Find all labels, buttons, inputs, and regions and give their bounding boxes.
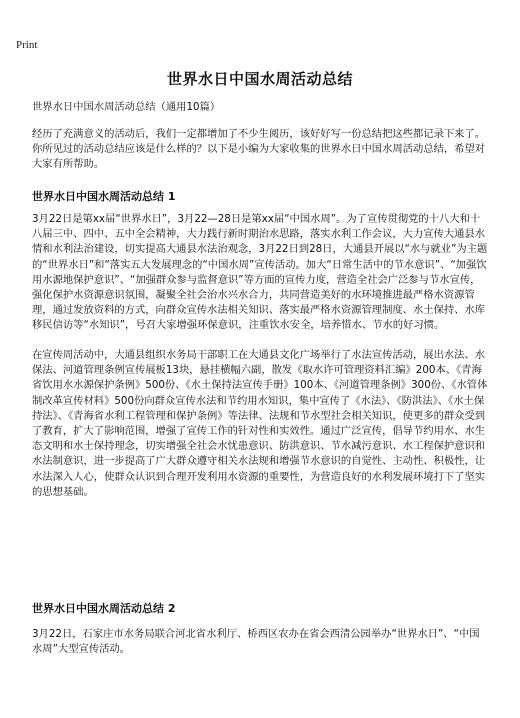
section-2-paragraph-1: 3月22日，石家庄市水务局联合河北省水利厅、桥西区农办在省会西清公园举办“世界水日”、“中国水周”大型宣传活动。 — [32, 628, 480, 656]
document-subtitle: 世界水日中国水周活动总结（通用10篇） — [32, 101, 221, 113]
page-title: 世界水日中国水周活动总结 — [166, 70, 353, 88]
section-heading-1: 世界水日中国水周活动总结 1 — [32, 190, 176, 203]
section-1-paragraph-1: 3月22日是第xx届“世界水日”，3月22—28日是第xx届“中国水周”。为了宣传贯彻党的十八大和十八届三中、四中、五中全会精神，大力践行新时期治水思路，落实水利工作会议，大力宣传大通县水情和水利法治建设，切实提高大通县水法治观念，3月22日到28日，大通县开展以“水与就业”为主题的“世界水日”和“落实五大发展理念的“中国水周”宣传活动。加大“日常生活中的节水意识”、“加强饮用水源地保护意识”、“加强群众参与监督意识”等方面的宣传力度，营造全社会广泛参与节水宣传，强化保护水资源意识氛围，凝聚全社会治水兴水合力，共同营造美好的水环境推进最严格水资源管理，通过发放资料的方式，向群众宣传水法相关知识、落实最严格水资源管理制度、水土保持、水库移民信访等“水知识”，号召大家增强环保意识，注重饮水安全，培养惜水、节水的好习惯。 — [32, 213, 488, 332]
section-1-paragraph-2: 在宣传周活动中，大通县组织水务局干部职工在大通县文化广场举行了水法宣传活动，展出水法、水保法、河道管理条例宣传展板13块，悬挂横幅六副，散发《取水许可管理资料汇编》200本、《青海省饮用水水源保护条例》500份、《水土保持法宣传手册》100本、《河道管理条例》300份、《水管体制改革宣传材料》500份向群众宣传水法和节约用水知识，集中宣传了《水法》、《防洪法》、《水土保持法》、《青海省水利工程管理和保护条例》等法律、法规和节水型社会相关知识，使更多的群众受到了教育，扩大了影响范围，增强了宣传工作的针对性和实效性。通过广泛宣传，倡导节约用水、水生态文明和水土保持理念，切实增强全社会水忧患意识、防洪意识、节水减污意识、水工程保护意识和水法制意识，进一步提高了广大群众遵守相关水法规和增强节水意识的自觉性、主动性、积极性，让水法深入人心，使群众认识到合理开发利用水资源的重要性，为营造良好的水利发展环境打下了坚实的思想基础。 — [32, 349, 488, 498]
intro-paragraph: 经历了充满意义的活动后，我们一定都增加了不少生阅历，该好好写一份总结把这些都记录下来了。你所见过的活动总结应该是什么样的？以下是小编为大家收集的世界水日中国水周活动总结，希望对大家有所帮助。 — [32, 128, 486, 171]
print-label[interactable]: Print — [16, 39, 38, 51]
section-heading-2: 世界水日中国水周活动总结 2 — [32, 602, 176, 615]
